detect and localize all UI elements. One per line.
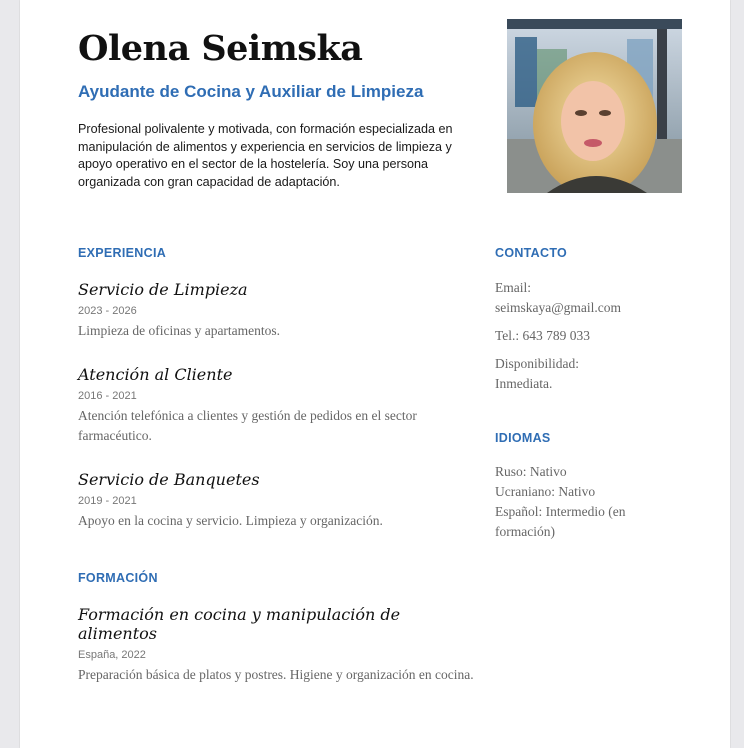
entry-title: Atención al Cliente	[78, 365, 233, 384]
email-label: Email:	[495, 280, 531, 295]
phone-value: Tel.: 643 789 033	[495, 328, 591, 343]
education-item	[78, 605, 478, 685]
availability-label: Disponibilidad:	[495, 356, 579, 371]
entry-description: Preparación básica de platos y postres. Higiene y organización en cocina.	[78, 667, 474, 682]
language-item: Ruso: Nativo	[495, 464, 567, 479]
entry-description: Atención telefónica a clientes y gestión de pedidos en el sector farmacéutico.	[78, 408, 417, 443]
job-title: Ayudante de Cocina y Auxiliar de Limpieza	[78, 82, 424, 101]
languages-block	[495, 462, 665, 542]
email-value: seimskaya@gmail.com	[495, 300, 622, 315]
profile-photo-illustration	[507, 19, 682, 193]
contact-block	[495, 278, 665, 394]
resume-page	[20, 0, 730, 748]
entry-title: Servicio de Banquetes	[78, 470, 260, 489]
entry-date: 2019 - 2021	[78, 495, 137, 507]
entry-date: 2023 - 2026	[78, 305, 137, 317]
profile-photo	[507, 19, 682, 193]
experience-item	[78, 365, 478, 446]
language-item: Español: Intermedio (en formación)	[495, 504, 626, 539]
availability-value: Inmediata.	[495, 376, 553, 391]
entry-title: Servicio de Limpieza	[78, 280, 248, 299]
experience-item	[78, 470, 478, 531]
contact-heading: CONTACTO	[495, 246, 568, 260]
entry-description: Limpieza de oficinas y apartamentos.	[78, 323, 281, 338]
entry-description: Apoyo en la cocina y servicio. Limpieza y organización.	[78, 513, 383, 528]
entry-date: 2016 - 2021	[78, 390, 137, 402]
education-heading: FORMACIÓN	[78, 571, 158, 585]
entry-date: España, 2022	[78, 649, 146, 661]
entry-title: Formación en cocina y manipulación de alimentos	[78, 605, 401, 643]
languages-heading: IDIOMAS	[495, 431, 551, 445]
profile-summary: Profesional polivalente y motivada, con formación especializada en manipulación de alimentos y experiencia en servicios de limpieza y apoyo operativo en el sector de la hostelería. Soy una persona organizada con gran capacidad de adaptación.	[78, 122, 453, 189]
experience-item	[78, 280, 478, 341]
language-item: Ucraniano: Nativo	[495, 484, 596, 499]
candidate-name: Olena Seimska	[78, 28, 363, 69]
experience-heading: EXPERIENCIA	[78, 246, 167, 260]
